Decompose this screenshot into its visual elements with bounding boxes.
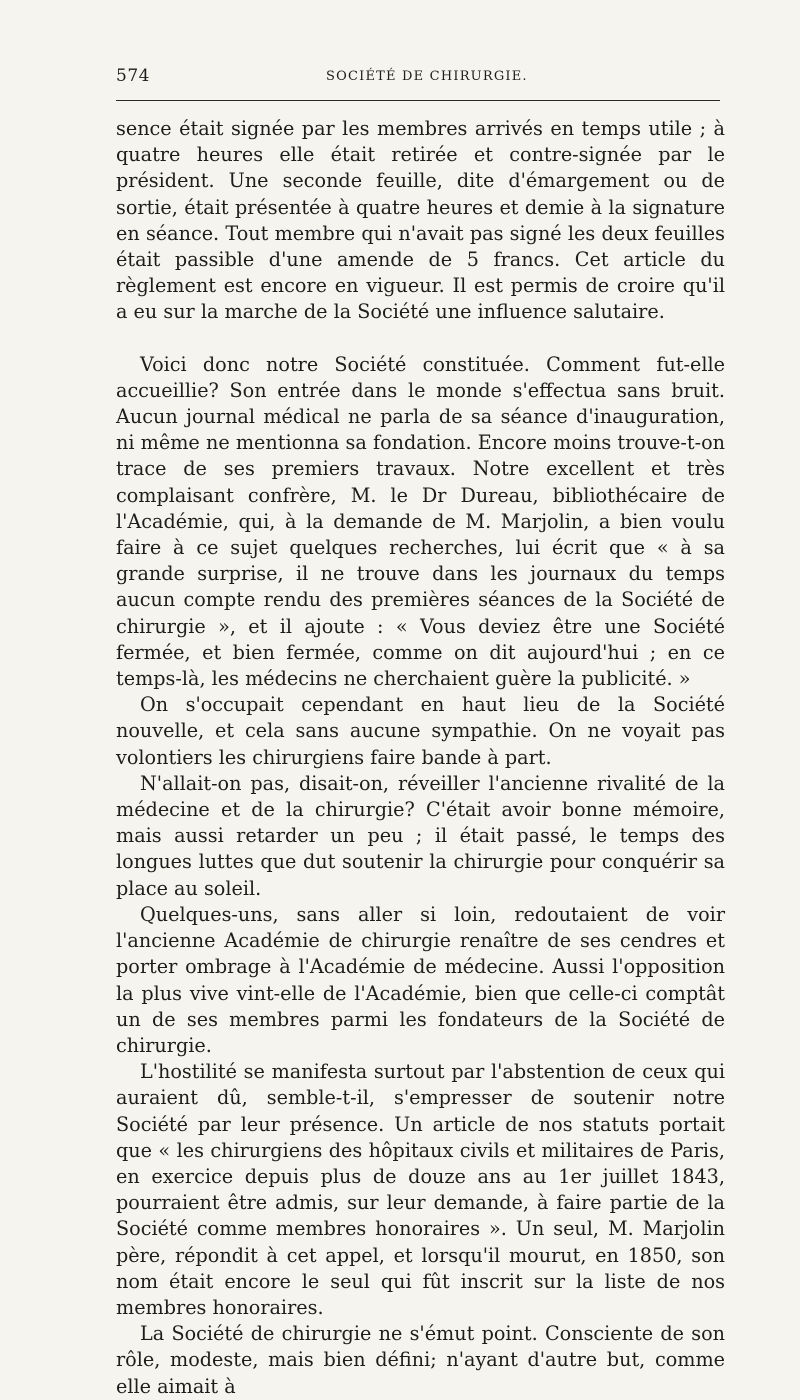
body-text — [116, 116, 725, 1400]
paragraph-1: sence était signée par les membres arrivés en temps utile ; à quatre heures elle était retirée et contre-signée par le président. Une seconde feuille, dite d'émargement ou de sortie, était présentée à quatre heures et demie à la signature en séance. Tout membre qui n'avait pas signé les deux feuilles était passible d'une amende de 5 francs. Cet article du règlement est encore en vigueur. Il est permis de croire qu'il a eu sur la marche de la Société une influence salutaire. — [116, 117, 725, 324]
running-title: SOCIÉTÉ DE CHIRURGIE. — [326, 69, 528, 84]
paragraph-2: Voici donc notre Société constituée. Comment fut-elle accueillie? Son entrée dans le monde s'effectua sans bruit. Aucun journal médical ne parla de sa séance d'inauguration, ni même ne mentionna sa fondation. Encore moins trouve-t-on trace de ses premiers travaux. Notre excellent et très complaisant confrère, M. le Dr Dureau, bibliothécaire de l'Académie, qui, à la demande de M. Marjolin, a bien voulu faire à ce sujet quelques recherches, lui écrit que « à sa grande surprise, il ne trouve dans les journaux du temps aucun compte rendu des premières séances de la Société de chirurgie », et il ajoute : « Vous deviez être une Société fermée, et bien fermée, comme on dit aujourd'hui ; en ce temps-là, les médecins ne cherchaient guère la publicité. » — [116, 352, 725, 691]
page-number: 574 — [116, 66, 150, 86]
header-rule — [116, 100, 720, 101]
page-header — [116, 62, 720, 88]
paragraph-5: Quelques-uns, sans aller si loin, redoutaient de voir l'ancienne Académie de chirurgie renaître de ses cendres et porter ombrage à l'Académie de médecine. Aussi l'opposition la plus vive vint-elle de l'Académie, bien que celle-ci comptât un de ses membres parmi les fondateurs de la Société de chirurgie. — [116, 902, 725, 1057]
paragraph-3: On s'occupait cependant en haut lieu de la Société nouvelle, et cela sans aucune sympathie. On ne voyait pas volontiers les chirurgiens faire bande à part. — [116, 693, 725, 769]
paragraph-6: L'hostilité se manifesta surtout par l'abstention de ceux qui auraient dû, semble-t-il, s'empresser de soutenir notre Société par leur présence. Un article de nos statuts portait que « les chirurgiens des hôpitaux civils et militaires de Paris, en exercice depuis plus de douze ans au 1er juillet 1843, pourraient être admis, sur leur demande, à faire partie de la Société comme membres honoraires ». Un seul, M. Marjolin père, répondit à cet appel, et lorsqu'il mourut, en 1850, son nom était encore le seul qui fût inscrit sur la liste de nos membres honoraires. — [116, 1060, 725, 1319]
paragraph-7: La Société de chirurgie ne s'émut point. Consciente de son rôle, modeste, mais bien défini; n'ayant d'autre but, comme elle aimait à — [116, 1322, 725, 1398]
paragraph-4: N'allait-on pas, disait-on, réveiller l'ancienne rivalité de la médecine et de la chirurgie? C'était avoir bonne mémoire, mais aussi retarder un peu ; il était passé, le temps des longues luttes que dut soutenir la chirurgie pour conquérir sa place au soleil. — [116, 771, 725, 900]
